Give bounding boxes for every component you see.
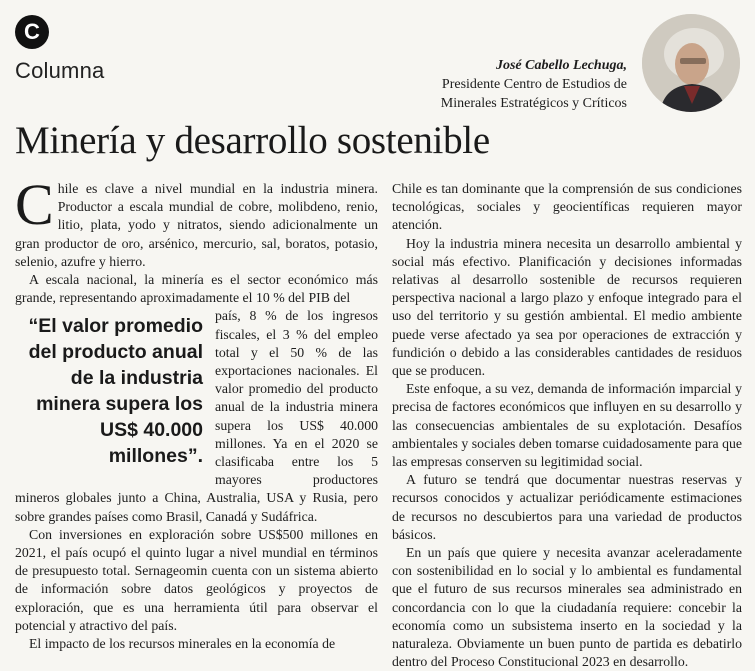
paragraph-8: A futuro se tendrá que documentar nuestras reservas y recursos conocidos y actualizar periódicamente estimaciones de recursos no descubiertos para una variedad de productos básicos. [392, 472, 742, 542]
column-badge: C [15, 15, 49, 49]
paragraph-1 [15, 172, 378, 271]
headline: Minería y desarrollo sostenible [15, 119, 490, 162]
paragraph-2a: A escala nacional, la minería es el sector económico más grande, representando aproximadamente el 10 % del PIB del [15, 272, 378, 306]
drop-cap: C [15, 172, 54, 237]
paragraph-3: Con inversiones en exploración sobre US$500 millones en 2021, el país ocupó el quinto lugar a nivel mundial en términos de presupuesto total. Sernageomin cuenta con un sistema abierto de información sobre datos geológicos y proyectos de exploración, que es una herramienta útil para observar el potencial y atractivo del país. [15, 526, 378, 633]
paragraph-4: El impacto de los recursos minerales en la economía de [29, 636, 336, 652]
author-photo [642, 14, 740, 112]
author-name: José Cabello Lechuga, [495, 58, 627, 73]
section-label: Columna [15, 58, 105, 83]
author-portrait-icon [642, 14, 740, 112]
paragraph-5: Chile es tan dominante que la comprensión de sus condiciones tecnológicas, sociales y geocientíficas requieren mayor atención. [392, 181, 742, 233]
article-column-1 [15, 172, 378, 653]
paragraph-2b: país, 8 % de los ingresos fiscales, el 3 % del empleo total y el 50 % de las exportaciones nacionales. El valor promedio del producto anual de la industria minera supera los US$ 40.000 millones. Ya en el 2020 se clasificaba entre los 5 mayores productores mineros globales junto a China, Australia, USA y Rusia, pero sobre grandes países como Brasil, Canadá y Sudáfrica. [15, 308, 378, 524]
author-role-line2: Minerales Estratégicos y Críticos [440, 96, 627, 111]
author-role-line1: Presidente Centro de Estudios de [441, 77, 627, 92]
paragraph-1-text: hile es clave a nivel mundial en la industria minera. Productor a escala mundial de cobre, molibdeno, renio, litio, plata, yodo y nitratos, siendo adicionalmente un gran productor de oro, arsénico, mercurio, sal, boratos, potasio, selenio, azufre y hierro. [15, 181, 378, 269]
paragraph-6: Hoy la industria minera necesita un desarrollo ambiental y social más efectivo. Planificación y decisiones informadas relativas al desarrollo sostenible de recursos requieren perspectiva nacional a largo plazo y enfoque integrado para el uso del territorio y su gestión ambiental. El medio ambiente puede verse afectado ya sea por operaciones de extracción y fundición o debido a las considerables cantidades de residuos que se producen. [392, 235, 742, 379]
paragraph-9: En un país que quiere y necesita avanzar aceleradamente con sostenibilidad en lo social y lo ambiental es fundamental que el futuro de sus recursos minerales sea administrado en concordancia con lo que la ciudadanía requiere: concebir la economía como un subsistema inserto en la sociedad y la naturaleza. Obviamente un buen punto de partida es debatirlo dentro del Proceso Constitucional 2023 en desarrollo. [392, 545, 742, 670]
author-byline [441, 56, 627, 113]
paragraph-7: Este enfoque, a su vez, demanda de información imparcial y precisa de factores económicos que influyen en su desarrollo y las consecuencias ambientales de su explotación. Desafíos ambientales y sociales deben tomarse cuidadosamente para que las empresas conserven su legitimidad social. [392, 381, 742, 470]
pull-quote: “El valor promedio del producto anual de la industria minera supera los US$ 40.000 millones”. [28, 315, 203, 468]
article-column-2 [392, 180, 742, 671]
